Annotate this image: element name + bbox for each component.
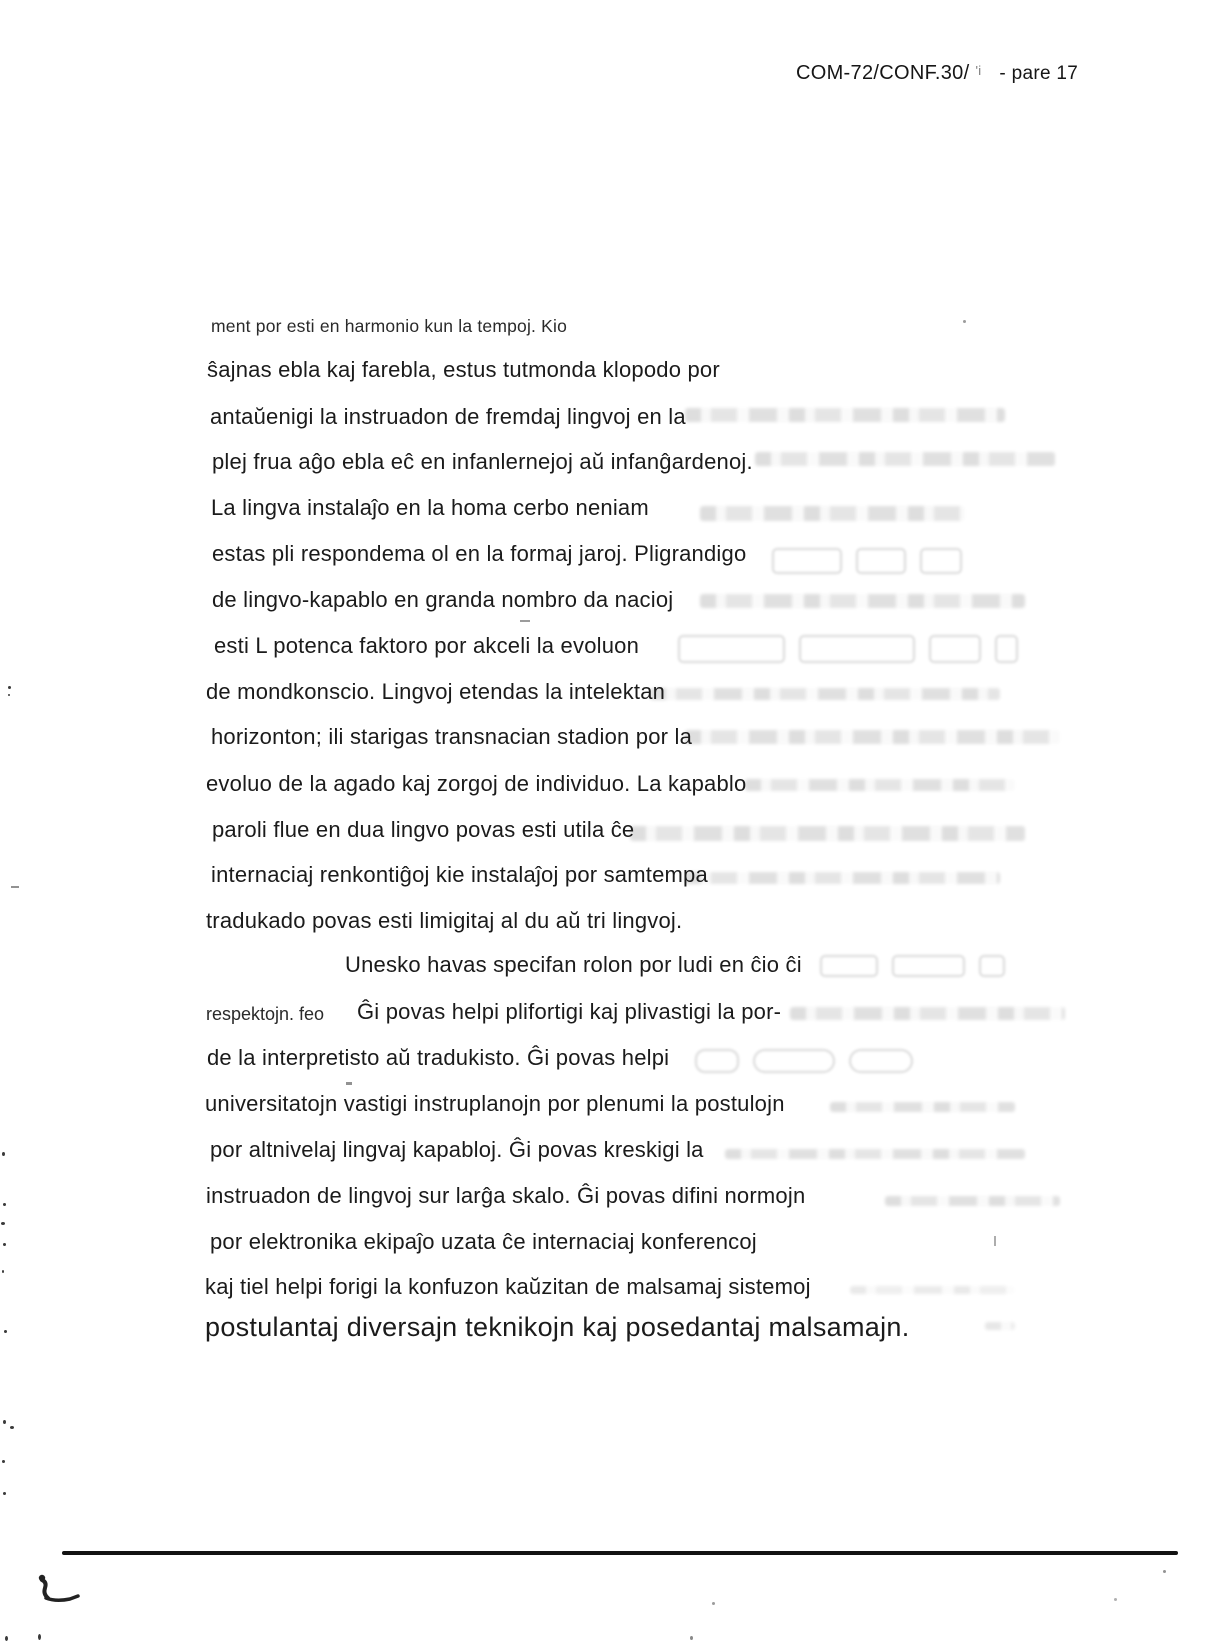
text-line: de lingvo-kapablo en granda nombro da nacioj (212, 587, 674, 612)
text-line: esti L potenca faktoro por akceli la evoluon (214, 633, 640, 658)
scan-speck (1, 1222, 5, 1225)
text-line: ŝajnas ebla kaj farebla, estus tutmonda klopodo por (207, 357, 720, 382)
scan-artifact (700, 594, 1025, 608)
text-line: universitatojn vastigi instruplanojn por plenumi la postulojn (205, 1091, 785, 1116)
scan-speck (4, 1330, 7, 1333)
scan-artifact (755, 452, 1055, 466)
scan-artifact (678, 635, 1018, 659)
scan-speck (3, 1420, 6, 1424)
bottom-rule (62, 1551, 1178, 1555)
scan-artifact (820, 955, 1005, 973)
scan-speck (10, 1426, 14, 1429)
text-line: evoluo de la agado kaj zorgoj de individuo. La kapablo (206, 771, 747, 796)
margin-note: respektojn. feo (206, 1004, 325, 1024)
handwritten-mark (28, 1562, 98, 1612)
scan-speck (994, 1236, 996, 1246)
text-line: Unesko havas specifan rolon por ludi en ĉio ĉi (345, 952, 802, 977)
text-line: paroli flue en dua lingvo povas esti utila ĉe (212, 817, 635, 842)
scan-artifact (830, 1102, 1015, 1112)
scan-speck (2, 1460, 5, 1463)
text-line: por elektronika ekipaĵo uzata ĉe internaciaj konferencoj (210, 1229, 757, 1254)
scan-artifact (850, 1286, 1015, 1294)
scan-artifact (685, 408, 1005, 422)
text-line: estas pli respondema ol en la formaj jaroj. Pligrandigo (212, 541, 747, 566)
text-line: instruadon de lingvoj sur larĝa skalo. Ĝi povas difini normojn (206, 1183, 806, 1208)
scan-speck (3, 1492, 6, 1495)
scan-speck (2, 1270, 4, 1273)
page-number-label: - pare 17 (999, 63, 1079, 84)
page-header (796, 62, 1078, 85)
scan-artifact (650, 688, 1000, 700)
scan-artifact (685, 730, 1060, 744)
scan-speck (11, 886, 19, 888)
text-line: kaj tiel helpi forigi la konfuzon kaŭzitan de malsamaj sistemoj (205, 1274, 811, 1299)
scan-artifact (695, 1049, 945, 1069)
scan-artifact (745, 779, 1015, 791)
text-line: plej frua aĝo ebla eĉ en infanlernejoj aŭ infanĝardenoj. (212, 449, 753, 474)
scan-speck (963, 320, 966, 323)
text-line: antaŭenigi la instruadon de fremdaj lingvoj en la (210, 404, 686, 429)
scan-artifact (772, 548, 962, 570)
text-line: Ĝi povas helpi plifortigi kaj plivastigi la por- (357, 999, 782, 1024)
scan-speck (690, 1636, 693, 1640)
scan-artifact (700, 506, 965, 521)
scan-speck (2, 1152, 5, 1156)
scan-artifact (630, 826, 1025, 841)
scan-speck (712, 1602, 715, 1605)
scan-artifact (725, 1149, 1025, 1159)
scan-artifact (985, 1322, 1015, 1330)
text-line: de mondkonscio. Lingvoj etendas la intelektan (206, 679, 666, 704)
text-line: postulantaj diversajn teknikojn kaj posedantaj malsamajn. (205, 1312, 910, 1342)
scan-speck (1114, 1598, 1117, 1601)
scan-speck (8, 694, 10, 696)
scan-speck (8, 686, 11, 689)
scan-speck (3, 1243, 6, 1246)
text-line: La lingva instalaĵo en la homa cerbo neniam (211, 495, 649, 520)
scan-speck (1163, 1570, 1166, 1573)
text-line: ment por esti en harmonio kun la tempoj. Kio (211, 316, 568, 336)
scan-speck (5, 1636, 8, 1641)
text-line: de la interpretisto aŭ tradukisto. Ĝi povas helpi (207, 1045, 670, 1070)
text-line: tradukado povas esti limigitaj al du aŭ tri lingvoj. (206, 908, 683, 933)
text-line: por altnivelaj lingvaj kapabloj. Ĝi povas kreskigi la (210, 1137, 704, 1162)
text-line: horizonton; ili starigas transnacian stadion por la (211, 724, 693, 749)
document-reference: COM-72/CONF.30/ (796, 62, 970, 84)
scan-speck (3, 1203, 6, 1206)
text-line: internaciaj renkontiĝoj kie instalaĵoj por samtempa (211, 862, 708, 887)
scan-speck (520, 620, 530, 622)
scan-artifact (685, 872, 1000, 884)
scan-artifact (790, 1007, 1065, 1020)
document-reference-suffix: 'i (975, 63, 982, 78)
scan-artifact (885, 1196, 1060, 1206)
scan-speck (38, 1634, 41, 1640)
scan-speck (346, 1082, 352, 1085)
